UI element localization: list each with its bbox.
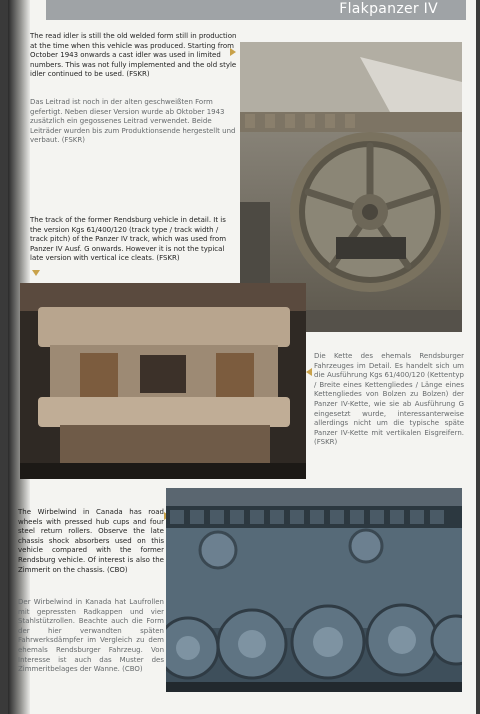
arrow-left-icon [306,368,312,376]
caption-wirbelwind-english: The Wirbelwind in Canada has road wheels with pressed hub cups and four steel return rollers. Observe the late chassis shock absorbers used on this vehicle compared with the former Rendsburg vehicle. Of interest is also the Zimmerit on the chassis. (CBO) [18,508,164,574]
photo-wirbelwind-chassis [166,488,462,692]
caption-wirbelwind-german: Der Wirbelwind in Kanada hat Laufrollen mit gepressten Radkappen und vier Stahlstützrollen. Beachte auch die Form der hier verwandten späten Fahrwerksdämpfer im Vergleich zu dem ehemals Rendsburger Fahrzeug. Von Interesse ist auch das Muster des Zimmeritbelages der Wanne. (CBO) [18,598,164,674]
caption-idler-english: The read idler is still the old welded form still in production at the time when this vehicle was produced. Starting from October 1943 onwards a cast idler was used in limited numbers. This was not fully implemented and the old style idler continued to be used. (FSKR) [30,32,237,79]
caption-idler-german: Das Leitrad ist noch in der alten geschweißten Form gefertigt. Neben dieser Version wurde ab Oktober 1943 zusätzlich ein gegossenes Leitrad verwendet. Beide Leiträder wurden bis zum Produktionsende hergestellt und verbaut. (FSKR) [30,98,236,145]
caption-track-german: Die Kette des ehemals Rendsburger Fahrzeuges im Detail. Es handelt sich um die Ausführung Kgs 61/400/120 (Kettentyp / Breite eines Kettengliedes / Länge eines Kettengliedes von Bolzen zu Bolzen) der Panzer IV-Kette, wie sie ab Ausführung G eingesetzt wurde, interessanterweise allerdings nicht um die typische späte Panzer IV-Kette mit vertikalen Eisgreifern. (FSKR) [314,352,464,447]
photo-track-link [20,283,306,479]
page-title: Flakpanzer IV [339,1,438,17]
book-page [8,0,476,714]
track-link-image [20,283,306,479]
arrow-right-icon [230,48,236,56]
arrow-down-icon [32,270,40,276]
caption-track-english: The track of the former Rendsburg vehicle in detail. It is the version Kgs 61/400/120 (track type / track width / track pitch) of the Panzer IV track, which was used from Panzer IV Ausf. G onwards. However it is not the typical late version with vertical ice cleats. (FSKR) [30,216,227,263]
header-band [46,0,466,20]
wirbelwind-chassis-image [166,488,462,692]
